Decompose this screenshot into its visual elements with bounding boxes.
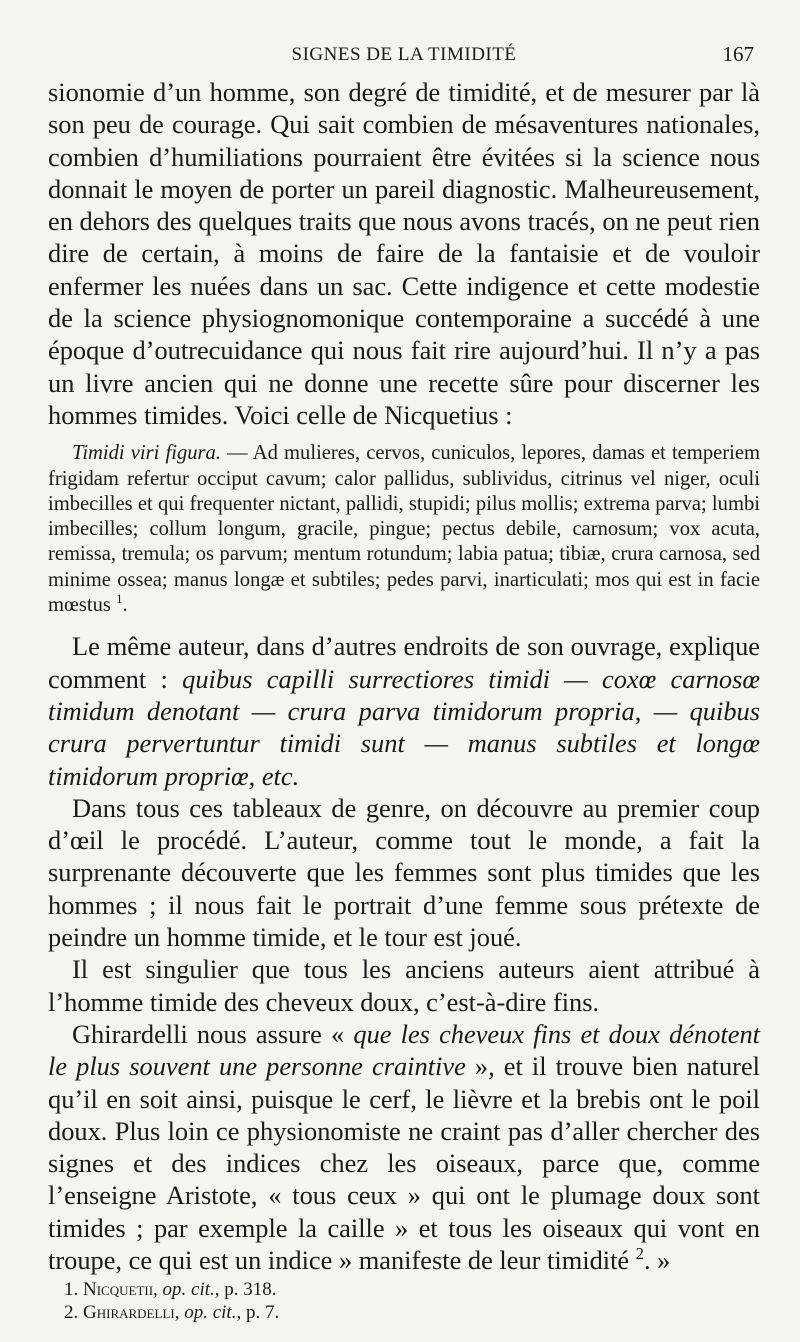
footnote-2-page: , p. 7. <box>236 1302 280 1323</box>
footnote-2-number: 2. <box>64 1302 79 1323</box>
paragraph-1: sionomie d’un homme, son degré de timidité, et de mesurer par là son peu de courage. Qui sait combien de mésaventures nationales, combien d’humiliations pourraient être évitées si la science nous donnait le moyen de porter un pareil diagnostic. Malheureusement, en dehors des quelques traits que nous avons tracés, on ne peut rien dire de certain, à moins de faire de la fantaisie et de vouloir enfermer les nuées dans un sac. Cette indigence et cette modestie de la science physiognomonique contemporaine a succédé à une époque d’outrecuidance qui nous fait rire aujourd’hui. Il n’y a pas un livre ancien qui ne donne une recette sûre pour discerner les hommes timides. Voici celle de Nicquetius : <box>48 77 760 430</box>
footnote-1: 1. Nicquetii, op. cit., p. 318. <box>64 1279 277 1300</box>
footnote-ref-1: 1 <box>116 592 123 607</box>
paragraph-5-italic: que les cheveux fins et doux dénotent le plus souvent une personne craintive <box>48 1018 760 1082</box>
paragraph-2-italic: quibus capilli surrectiores timidi — coxœ carnosœ timidum denotant — crura parva timidorum propria, — quibus crura pervertuntur timidi sunt — manus subtiles et longœ timidorum propriœ, etc. <box>48 663 760 791</box>
footnote-2-ref: op. cit. <box>184 1302 237 1323</box>
quote-end: . <box>122 594 128 617</box>
footnote-1-ref: op. cit. <box>162 1279 215 1300</box>
paragraph-3: Dans tous ces tableaux de genre, on découvre au premier coup d’œil le procédé. L’auteur, comme tout le monde, a fait la surprenante découverte que les femmes sont plus timides que les hommes ; il nous fait le portrait d’une femme sous prétexte de peindre un homme timide, et le tour est joué. <box>48 792 760 953</box>
footnotes <box>64 1278 744 1324</box>
paragraph-2 <box>48 630 760 791</box>
footnote-1-author: Nicquetii <box>83 1279 154 1300</box>
paragraph-4: Il est singulier que tous les anciens auteurs aient attribué à l’homme timide des cheveux doux, c’est-à-dire fins. <box>48 954 760 1017</box>
paragraph-5-end: . » <box>643 1244 671 1275</box>
paragraph-5-rest: », et il trouve bien naturel qu’il en soit ainsi, puisque le cerf, le lièvre et la brebis ont le poil doux. Plus loin ce physionomiste ne craint pas d’aller chercher des signes et des indices chez les oiseaux, parce que, comme l’enseigne Aristote, « tous ceux » qui ont le plumage doux sont timides ; par exemple la caille » et tous les oiseaux qui vont en troupe, ce qui est un indice » manifeste de leur timidité <box>48 1051 761 1275</box>
page-number: 167 <box>722 42 754 66</box>
footnote-1-page: , p. 318. <box>214 1279 277 1300</box>
latin-quote <box>48 441 760 618</box>
quote-body: — Ad mulieres, cervos, cuniculos, lepores, damas et temperiem frigidam refertur occiput cavum; calor pallidus, sublividus, citrinus vel niger, oculi imbecilles et qui frequenter nictant, pallidi, stupidi; pilus mollis; extrema parva; lumbi imbecilles; collum longum, gracile, pingue; pectus debile, carnosum; vox acuta, remissa, tremula; os parvum; mentum rotundum; labia patua; tibiæ, crura carnosa, sed minime ossea; manus longæ et subtiles; pedes parvi, inarticulati; mos qui est in facie mœstus <box>48 442 761 617</box>
paragraph-2-text: Le même auteur, dans d’autres endroits de son ouvrage, explique comment : <box>48 631 760 694</box>
footnote-ref-2: 2 <box>635 1244 644 1264</box>
running-head: SIGNES DE LA TIMIDITÉ <box>291 44 517 65</box>
footnote-2: 2. Ghirardelli, op. cit., p. 7. <box>64 1302 280 1323</box>
paragraph-5 <box>48 1018 760 1276</box>
footnote-1-number: 1. <box>64 1279 79 1300</box>
quote-lead: Timidi viri figura. <box>72 442 222 465</box>
footnote-2-author: Ghirardelli <box>83 1302 175 1323</box>
page-header <box>48 40 760 72</box>
paragraph-5-start: Ghirardelli nous assure « <box>72 1018 354 1049</box>
body-text <box>48 76 760 1276</box>
